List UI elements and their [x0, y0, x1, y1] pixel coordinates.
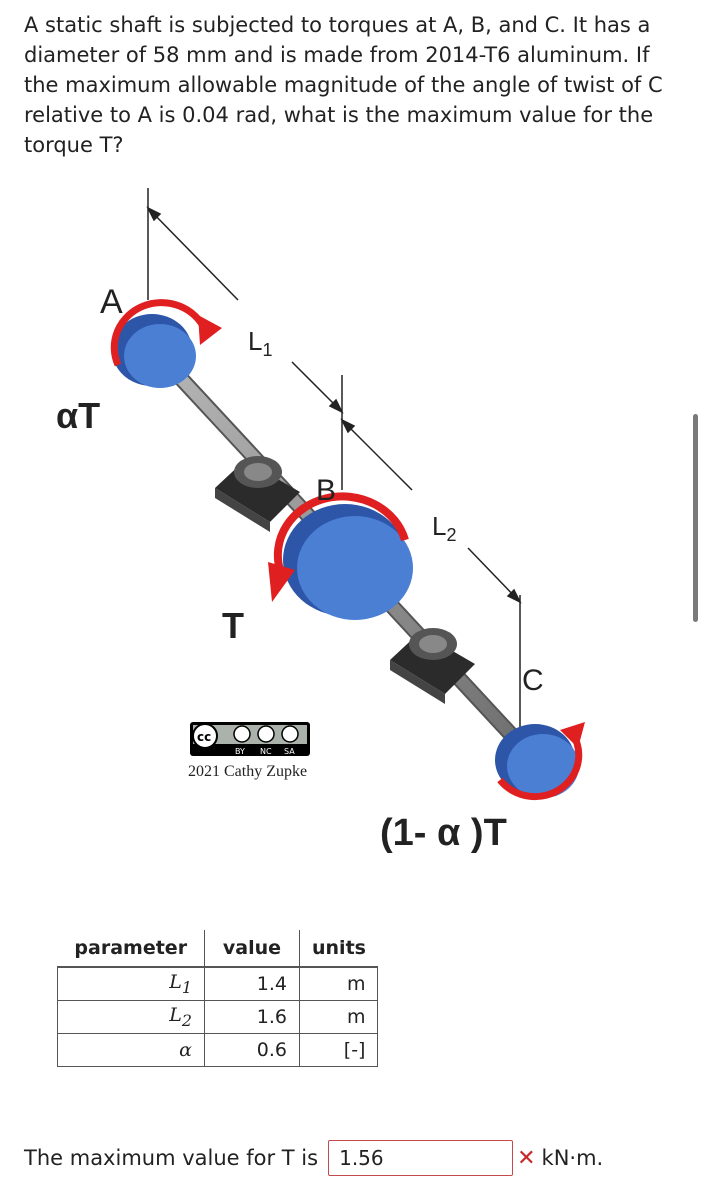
svg-text:SA: SA: [284, 747, 295, 756]
label-l1: $L_1$: [248, 326, 273, 360]
credit-text: 2021 Cathy Zupke: [188, 763, 308, 780]
dimension-lines: [148, 188, 520, 730]
value-l2: 1.6: [205, 1001, 300, 1034]
units-l1: m: [300, 967, 378, 1001]
answer-input[interactable]: [328, 1140, 513, 1176]
value-l1: 1.4: [205, 967, 300, 1001]
param-l1: $L_1$: [58, 967, 205, 1001]
table-row: [58, 1001, 378, 1034]
param-l2: $L_2$: [58, 1001, 205, 1034]
value-alpha: 0.6: [205, 1034, 300, 1067]
table-row: [58, 967, 378, 1001]
by-icon: [234, 726, 250, 742]
label-l2: $L_2$: [432, 511, 457, 545]
answer-row: [24, 1138, 603, 1178]
torque-label-a: αT: [56, 395, 101, 436]
torque-label-c: (1- α )T: [380, 812, 507, 854]
header-units: units: [300, 930, 378, 967]
parameter-table: [57, 930, 378, 1067]
svg-text:cc: cc: [197, 730, 212, 744]
question-text: A static shaft is subjected to torques at A, B, and C. It has a diameter of 58 mm and is made from 2014-T6 aluminum. If the maximum allowable magnitude of the angle of twist of C relative to A is 0.04 rad, what is the maximum value for the torque T?: [24, 13, 663, 157]
sa-icon: [282, 726, 298, 742]
answer-unit: kN·m.: [541, 1146, 604, 1170]
answer-value: 1.56: [339, 1146, 384, 1170]
x-mark-icon: ✕: [517, 1145, 536, 1171]
header-parameter: parameter: [58, 930, 205, 967]
header-value: value: [205, 930, 300, 967]
label-c: C: [522, 664, 544, 697]
svg-text:BY: BY: [235, 747, 245, 756]
svg-text:NC: NC: [260, 747, 272, 756]
param-alpha: α: [58, 1034, 205, 1067]
units-alpha: [-]: [300, 1034, 378, 1067]
label-a: A: [100, 283, 123, 321]
scrollbar[interactable]: [693, 414, 698, 622]
table-row: [58, 1034, 378, 1067]
answer-prompt: The maximum value for T is: [24, 1146, 319, 1170]
torque-label-b: T: [222, 605, 244, 646]
nc-icon: [258, 726, 274, 742]
label-b: B: [316, 474, 337, 507]
units-l2: m: [300, 1001, 378, 1034]
shaft-diagram: [0, 170, 705, 870]
cc-license-badge: [190, 722, 310, 756]
